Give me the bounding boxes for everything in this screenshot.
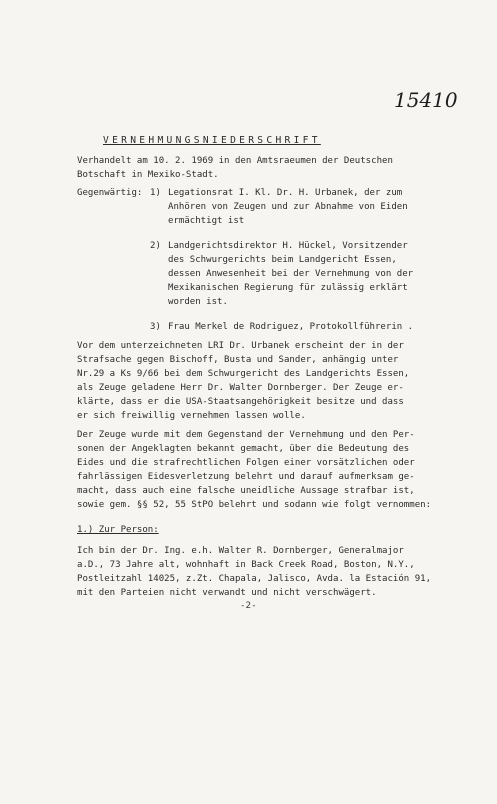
present-item-number: 1) xyxy=(150,188,161,198)
paragraph-line: Vor dem unterzeichneten LRI Dr. Urbanek erscheint der in der xyxy=(77,341,404,351)
paragraph-line: fahrlässigen Eidesverletzung belehrt und darauf aufmerksam ge- xyxy=(77,472,415,482)
section-heading: 1.) Zur Person: xyxy=(77,525,159,535)
present-item-number: 2) xyxy=(150,241,161,251)
present-item-line: ermächtigt ist xyxy=(168,216,245,226)
present-item-line: dessen Anwesenheit bei der Vernehmung von der xyxy=(168,269,414,279)
paragraph-line: Ich bin der Dr. Ing. e.h. Walter R. Dornberger, Generalmajor xyxy=(77,546,404,556)
present-item-line: Mexikanischen Regierung für zulässig erklärt xyxy=(168,283,408,293)
intro-line: Verhandelt am 10. 2. 1969 in den Amtsraeumen der Deutschen xyxy=(77,156,393,166)
page-number: -2- xyxy=(240,600,257,611)
present-item-line: Frau Merkel de Rodriguez, Protokollführerin . xyxy=(168,322,414,332)
paragraph-line: klärte, dass er die USA-Staatsangehörigkeit besitze und dass xyxy=(77,397,404,407)
present-item-line: Landgerichtsdirektor H. Hückel, Vorsitzender xyxy=(168,241,408,251)
present-item-line: Anhören von Zeugen und zur Abnahme von Eiden xyxy=(168,202,408,212)
document-title: VERNEHMUNGSNIEDERSCHRIFT xyxy=(103,135,321,146)
intro-line: Botschaft in Mexiko-Stadt. xyxy=(77,170,219,180)
paragraph-line: macht, dass auch eine falsche uneidliche Aussage strafbar ist, xyxy=(77,486,415,496)
paragraph-line: Strafsache gegen Bischoff, Busta und Sander, anhängig unter xyxy=(77,355,399,365)
present-item-number: 3) xyxy=(150,322,161,332)
present-item-line: Legationsrat I. Kl. Dr. H. Urbanek, der zum xyxy=(168,188,403,198)
paragraph-line: Postleitzahl 14025, z.Zt. Chapala, Jalisco, Avda. la Estación 91, xyxy=(77,574,432,584)
paragraph-line: Nr.29 a Ks 9/66 bei dem Schwurgericht des Landgerichts Essen, xyxy=(77,369,410,379)
paragraph-line: Eides und die strafrechtlichen Folgen einer vorsätzlichen oder xyxy=(77,458,415,468)
paragraph-line: sonen der Angeklagten bekannt gemacht, über die Bedeutung des xyxy=(77,444,410,454)
present-item-line: des Schwurgerichts beim Landgericht Essen, xyxy=(168,255,397,265)
paragraph-line: Der Zeuge wurde mit dem Gegenstand der Vernehmung und den Per- xyxy=(77,430,415,440)
paragraph-line: sowie gem. §§ 52, 55 StPO belehrt und sodann wie folgt vernommen: xyxy=(77,500,432,510)
paragraph-line: mit den Parteien nicht verwandt und nicht verschwägert. xyxy=(77,588,377,598)
paragraph-line: als Zeuge geladene Herr Dr. Walter Dornberger. Der Zeuge er- xyxy=(77,383,404,393)
handwritten-page-number: 15410 xyxy=(394,88,458,112)
paragraph-line: a.D., 73 Jahre alt, wohnhaft in Back Creek Road, Boston, N.Y., xyxy=(77,560,415,570)
paragraph-line: er sich freiwillig vernehmen lassen wolle. xyxy=(77,411,306,421)
present-item-line: worden ist. xyxy=(168,297,228,307)
present-label: Gegenwärtig: xyxy=(77,188,143,198)
